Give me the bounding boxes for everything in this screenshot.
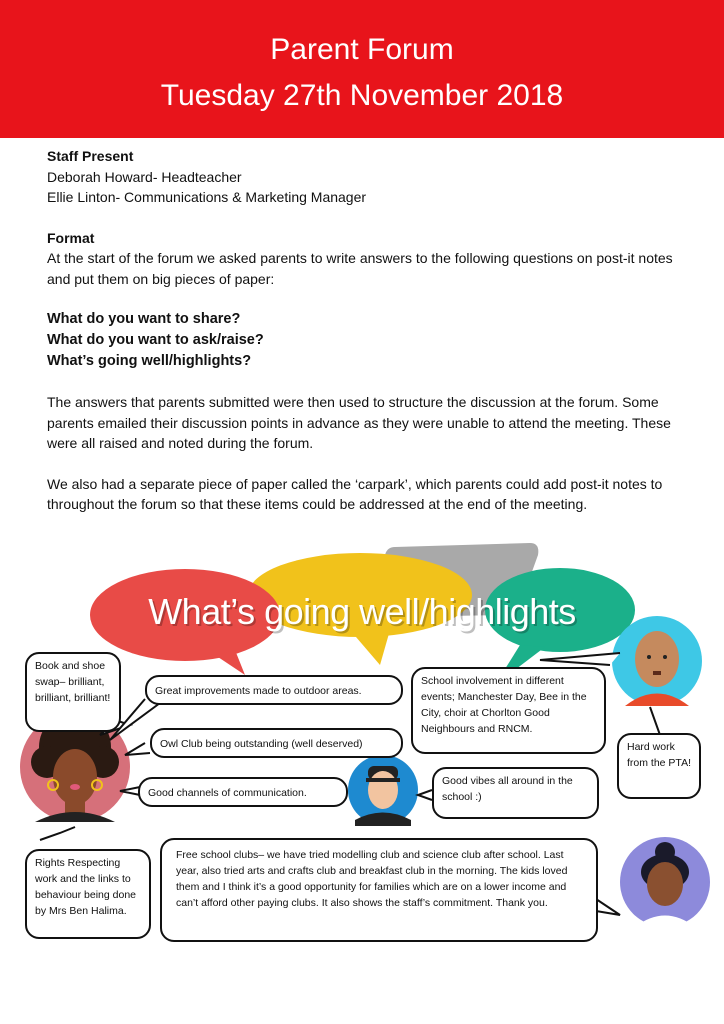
page-date: Tuesday 27th November 2018 [160, 79, 564, 112]
note-channels: Good channels of communication. [138, 777, 348, 807]
question-item: What do you want to share? [47, 311, 241, 327]
page-header [0, 0, 724, 138]
staff-member: Deborah Howard- Headteacher [47, 168, 242, 185]
note-rights-respecting: Rights Respecting work and the links to behaviour being done by Mrs Ben Halima. [25, 849, 151, 939]
staff-member: Ellie Linton- Communications & Marketing Manager [47, 189, 367, 205]
note-book-swap: Book and shoe swap– brilliant, brilliant, brilliant! [25, 652, 121, 732]
format-intro: At the start of the forum we asked parents to write answers to the following questions on post-it notes and put them on big pieces of paper: [47, 250, 673, 287]
format-paragraph: The answers that parents submitted were then used to structure the discussion at the forum. Some parents emailed their discussion points in advance as they were unable to attend the meeting. These were all raised and noted during the forum. [47, 394, 671, 451]
parent-avatar-man [348, 755, 418, 826]
note-free-clubs: Free school clubs– we have tried modelling club and science club after school. Last year, also tried arts and crafts club and breakfast club in the morning. The kids loved them and I think it’s a good opportunity for families which are on a lower income and can’t afford other paying clubs. It also shows the staff’s commitment. Thank you. [160, 838, 598, 942]
note-outdoor: Great improvements made to outdoor areas. [145, 675, 403, 705]
parent-avatar-woman-purple [620, 837, 710, 927]
document-body [47, 146, 687, 515]
format-paragraph: We also had a separate piece of paper called the ‘carpark’, which parents could add post-it notes to throughout the forum so that these items could be addressed at the end of the meeting. [47, 475, 663, 512]
question-item: What do you want to ask/raise? [47, 332, 264, 348]
format-heading: Format [47, 229, 95, 246]
highlights-graphic [0, 535, 724, 1024]
page-title: Parent Forum [270, 33, 454, 66]
note-owl-club: Owl Club being outstanding (well deserved) [150, 728, 403, 758]
highlights-title: What’s going well/highlights [148, 591, 576, 632]
note-school-involvement: School involvement in different events; Manchester Day, Bee in the City, choir at Chorlton Good Neighbours and RNCM. [411, 667, 606, 754]
staff-heading: Staff Present [47, 148, 134, 164]
note-hard-work: Hard work from the PTA! [617, 733, 701, 799]
question-item: What’s going well/highlights? [47, 353, 252, 369]
note-good-vibes: Good vibes all around in the school :) [432, 767, 599, 819]
